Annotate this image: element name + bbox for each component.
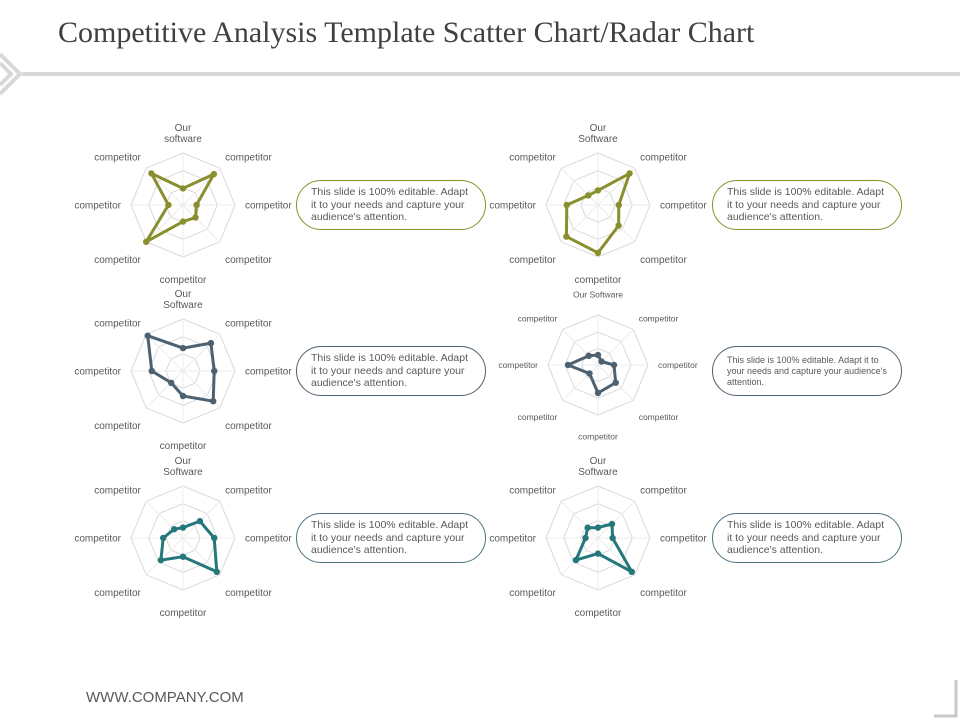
chart-note-3: This slide is 100% editable. Adapt it to your needs and capture your audience's attention.	[296, 346, 486, 396]
axis-label: competitor	[225, 255, 272, 267]
data-point	[629, 569, 635, 575]
axis-label: Our Software	[572, 289, 624, 300]
data-point	[148, 170, 154, 176]
axis-label: competitor	[509, 255, 556, 267]
chart-note-4: This slide is 100% editable. Adapt it to your needs and capture your audience's attention.	[712, 346, 902, 396]
chart-note-2: This slide is 100% editable. Adapt it to your needs and capture your audience's attention.	[712, 180, 902, 230]
data-point	[180, 393, 186, 399]
axis-label: competitor	[74, 366, 121, 378]
data-point	[613, 380, 619, 386]
data-point	[586, 353, 592, 359]
data-point	[564, 202, 570, 208]
data-point	[595, 550, 601, 556]
data-point	[595, 187, 601, 193]
data-point	[180, 345, 186, 351]
data-point	[565, 362, 571, 368]
data-point	[595, 352, 601, 358]
axis-label: competitor	[640, 588, 687, 600]
data-point	[573, 557, 579, 563]
data-point	[168, 380, 174, 386]
axis-label: competitor	[640, 152, 687, 164]
data-point	[158, 557, 164, 563]
chart-note-5: This slide is 100% editable. Adapt it to your needs and capture your audience's attention.	[296, 513, 486, 563]
data-point	[180, 524, 186, 530]
data-point	[165, 202, 171, 208]
axis-label: competitor	[509, 152, 556, 164]
data-point	[626, 170, 632, 176]
data-point	[595, 390, 601, 396]
axis-label: competitor	[578, 431, 618, 442]
data-point	[616, 202, 622, 208]
data-point	[197, 518, 203, 524]
data-point	[211, 171, 217, 177]
axis-label: competitor	[74, 200, 121, 212]
axis-label: competitor	[225, 152, 272, 164]
axis-label: Our Software	[163, 289, 203, 311]
series-line	[576, 524, 632, 572]
chart-note-6: This slide is 100% editable. Adapt it to your needs and capture your audience's attention.	[712, 513, 902, 563]
axis-label: competitor	[225, 318, 272, 330]
data-point	[192, 214, 198, 220]
data-point	[585, 525, 591, 531]
data-point	[143, 239, 149, 245]
axis-label: competitor	[574, 275, 622, 286]
axis-label: competitor	[489, 200, 536, 212]
data-point	[193, 202, 199, 208]
data-point	[586, 370, 592, 376]
data-point	[210, 398, 216, 404]
page-title: Competitive Analysis Template Scatter Chart/Radar Chart	[58, 16, 755, 49]
radar-grid	[546, 486, 650, 590]
data-point	[145, 333, 151, 339]
axis-label: competitor	[658, 360, 698, 370]
axis-label: Our Software	[578, 123, 618, 145]
axis-label: competitor	[640, 255, 687, 267]
axis-label: competitor	[660, 533, 707, 545]
axis-label: competitor	[638, 313, 679, 324]
data-point	[208, 340, 214, 346]
axis-label: competitor	[159, 441, 207, 452]
axis-label: competitor	[159, 275, 207, 286]
axis-label: competitor	[94, 318, 141, 330]
axis-label: Our Software	[578, 456, 618, 478]
axis-label: competitor	[74, 533, 121, 545]
data-point	[598, 358, 604, 364]
data-point	[180, 554, 186, 560]
radar-grid	[546, 153, 650, 257]
chevron-decoration-icon	[0, 48, 30, 100]
data-point	[180, 185, 186, 191]
axis-label: competitor	[509, 485, 556, 497]
axis-label: competitor	[94, 421, 141, 433]
data-point	[171, 526, 177, 532]
title-divider	[22, 72, 960, 76]
axis-label: competitor	[517, 313, 558, 324]
data-point	[149, 368, 155, 374]
axis-label: competitor	[225, 588, 272, 600]
axis-label: competitor	[225, 421, 272, 433]
radar-grid	[548, 315, 648, 415]
data-point	[214, 569, 220, 575]
data-point	[180, 218, 186, 224]
axis-label: competitor	[574, 608, 622, 619]
axis-label: competitor	[94, 255, 141, 267]
data-point	[595, 524, 601, 530]
corner-bracket-icon	[930, 676, 960, 720]
axis-label: competitor	[245, 200, 292, 212]
axis-label: competitor	[245, 366, 292, 378]
axis-label: competitor	[225, 485, 272, 497]
axis-label: competitor	[640, 485, 687, 497]
data-point	[563, 233, 569, 239]
axis-label: competitor	[498, 360, 538, 370]
axis-label: competitor	[159, 608, 207, 619]
axis-label: competitor	[489, 533, 536, 545]
axis-label: competitor	[517, 412, 558, 423]
axis-label: competitor	[94, 588, 141, 600]
data-point	[595, 250, 601, 256]
axis-label: competitor	[660, 200, 707, 212]
data-point	[585, 192, 591, 198]
data-point	[582, 535, 588, 541]
axis-label: Our Software	[163, 456, 203, 478]
axis-label: competitor	[638, 412, 679, 423]
axis-label: competitor	[94, 152, 141, 164]
data-point	[609, 535, 615, 541]
axis-label: competitor	[509, 588, 556, 600]
footer-url: WWW.COMPANY.COM	[86, 689, 244, 706]
data-point	[160, 535, 166, 541]
chart-note-1: This slide is 100% editable. Adapt it to your needs and capture your audience's attention.	[296, 180, 486, 230]
data-point	[211, 535, 217, 541]
axis-label: competitor	[245, 533, 292, 545]
data-point	[615, 222, 621, 228]
axis-label: Our software	[164, 123, 202, 145]
axis-label: competitor	[94, 485, 141, 497]
data-point	[609, 521, 615, 527]
data-point	[611, 362, 617, 368]
radar-grid	[131, 486, 235, 590]
data-point	[211, 368, 217, 374]
